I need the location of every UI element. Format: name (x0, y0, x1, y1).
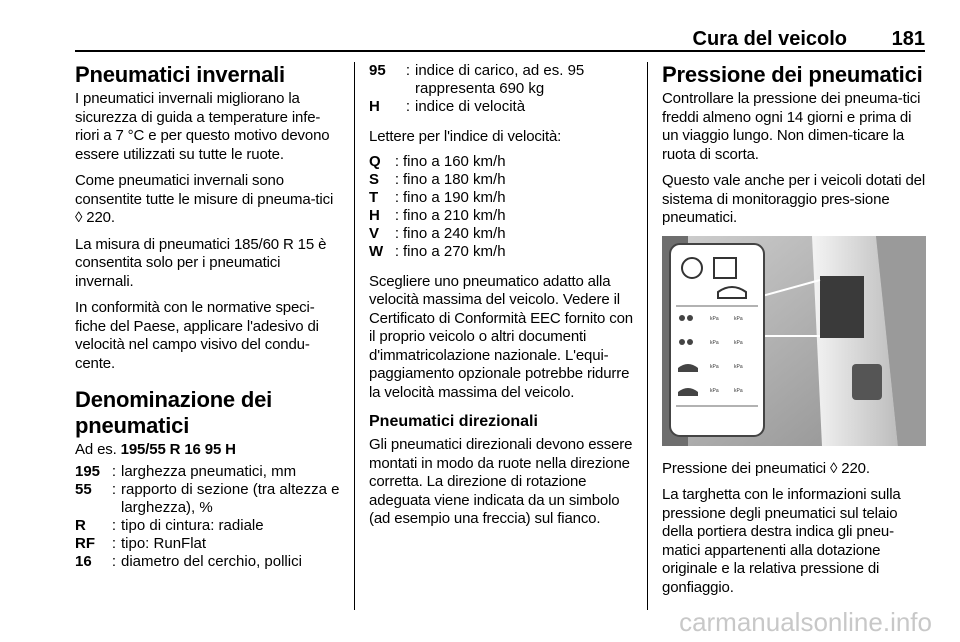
speed-index-intro: Lettere per l'indice di velocità: (369, 128, 562, 145)
definition-value: tipo: RunFlat (121, 534, 207, 552)
speed-value: fino a 180 km/h (403, 170, 506, 188)
door-latch-icon (852, 364, 882, 400)
definition-sep: : (111, 480, 117, 498)
column-2 (369, 62, 633, 537)
definition-list (75, 463, 340, 571)
speed-key: S (369, 170, 380, 188)
speed-sep: : (394, 242, 400, 260)
definition-sep: : (111, 552, 117, 570)
speed-row (369, 207, 633, 225)
column-1 (75, 62, 340, 581)
speed-index-list (369, 153, 633, 261)
definition-key: 195 (75, 462, 101, 480)
person-icon (687, 315, 693, 321)
label-unit: kPa (734, 363, 743, 370)
speed-row (369, 171, 633, 189)
definition-value: indice di velocità (415, 98, 526, 115)
definition-key: H (369, 98, 380, 115)
label-unit: kPa (734, 315, 743, 322)
label-unit: kPa (710, 387, 719, 394)
speed-value: fino a 190 km/h (403, 188, 506, 206)
person-icon (687, 339, 693, 345)
definition-row (369, 98, 633, 116)
speed-value: fino a 210 km/h (403, 206, 506, 224)
definition-key: 55 (75, 480, 92, 498)
definition-row (75, 463, 340, 481)
page-number: 181 (891, 28, 925, 50)
definition-row (75, 553, 340, 571)
column-3 (662, 62, 926, 605)
label-unit: kPa (734, 387, 743, 394)
definition-row (369, 62, 633, 98)
door-frame-sticker-icon (820, 276, 864, 338)
subsection-title-directional-tyres: Pneumatici direzionali (369, 413, 538, 430)
paragraph: I pneumatici invernali migliorano la sicurezza di guida a temperature infe-riori a 7 °C e per questo motivo devono essere utilizzati su tutte le ruote. (75, 90, 330, 163)
paragraph: In conformità con le normative speci-fiche del Paese, applicare l'adesivo di velocità nel campo visivo del condu-cente. (75, 299, 319, 372)
example-prefix: Ad es. (75, 441, 117, 458)
speed-sep: : (394, 152, 400, 170)
example-line (75, 441, 340, 460)
section-title-winter-tyres: Pneumatici invernali (75, 62, 285, 87)
definition-sep: : (405, 62, 411, 79)
definition-sep: : (111, 516, 117, 534)
speed-sep: : (394, 206, 400, 224)
paragraph: Come pneumatici invernali sono consentite tutte le misure di pneuma-tici ◊ 220. (75, 172, 334, 226)
label-unit: kPa (710, 315, 719, 322)
speed-key: Q (369, 152, 381, 170)
person-icon (679, 315, 685, 321)
section-title-tyre-pressure: Pressione dei pneumatici (662, 62, 923, 87)
speed-value: fino a 160 km/h (403, 152, 506, 170)
definition-sep: : (111, 462, 117, 480)
speed-value: fino a 270 km/h (403, 242, 506, 260)
speed-sep: : (394, 170, 400, 188)
paragraph: Pressione dei pneumatici ◊ 220. (662, 459, 870, 477)
label-unit: kPa (710, 339, 719, 346)
door-frame-illustration (662, 236, 926, 446)
definition-sep: : (111, 534, 117, 552)
tyre-pressure-label-photo (662, 236, 926, 446)
speed-key: W (369, 242, 384, 260)
paragraph: Gli pneumatici direzionali devono essere montati in modo da ruote nella direzione corretta. La direzione di rotazione adeguata viene indicata da un simbolo (ad esempio una freccia) sul fianco. (369, 436, 633, 527)
speed-key: H (369, 206, 380, 224)
paragraph: Questo vale anche per i veicoli dotati del sistema di monitoraggio pres-sione pneumatici. (662, 172, 926, 226)
page-header (75, 26, 925, 52)
definition-sep: : (405, 98, 411, 115)
label-unit: kPa (710, 363, 719, 370)
speed-key: V (369, 224, 380, 242)
definition-value: larghezza pneumatici, mm (121, 462, 297, 480)
definition-row (75, 481, 340, 517)
person-icon (679, 339, 685, 345)
speed-key: T (369, 188, 379, 206)
definition-list-continued (369, 62, 633, 116)
definition-key: R (75, 516, 86, 534)
section-title-tyre-designation: Denominazione dei pneumatici (75, 387, 273, 438)
speed-sep: : (394, 224, 400, 242)
definition-value: diametro del cerchio, pollici (121, 552, 302, 570)
definition-row (75, 535, 340, 553)
chapter-title: Cura del veicolo (692, 28, 847, 50)
definition-key: RF (75, 534, 95, 552)
definition-value: indice di carico, ad es. 95 rappresenta 690 kg (415, 62, 585, 97)
speed-row (369, 225, 633, 243)
definition-value: tipo di cintura: radiale (121, 516, 264, 534)
speed-value: fino a 240 km/h (403, 224, 506, 242)
column-divider-2 (647, 62, 648, 610)
column-divider-1 (354, 62, 355, 610)
speed-row (369, 189, 633, 207)
definition-row (75, 517, 340, 535)
paragraph: Controllare la pressione dei pneuma-tici freddi almeno ogni 14 giorni e prima di un viaggio lungo. Non dimen-ticare la ruota di scorta. (662, 90, 921, 163)
definition-key: 16 (75, 552, 92, 570)
paragraph: La misura di pneumatici 185/60 R 15 è consentita solo per i pneumatici invernali. (75, 235, 327, 290)
speed-row (369, 243, 633, 261)
speed-row (369, 153, 633, 171)
definition-value: rapporto di sezione (tra altezza e larghezza), % (121, 480, 340, 516)
speed-sep: : (394, 188, 400, 206)
definition-key: 95 (369, 62, 386, 79)
label-unit: kPa (734, 339, 743, 346)
example-value: 195/55 R 16 95 H (120, 441, 236, 458)
paragraph: La targhetta con le informazioni sulla pressione degli pneumatici sul telaio della portiera destra indica gli pneu-matici appartenenti alla dotazione originale e la relativa pressione di gonfiaggio. (662, 486, 901, 596)
watermark: carmanualsonline.info (679, 607, 932, 637)
paragraph: Scegliere uno pneumatico adatto alla velocità massima del veicolo. Vedere il Certificato di Conformità EEC fornito con il proprio veicolo o altri documenti d'immatricolazione nazionale. L'equi-paggiamento opzionale potrebbe ridurre la velocità massima del veicolo. (369, 272, 633, 401)
